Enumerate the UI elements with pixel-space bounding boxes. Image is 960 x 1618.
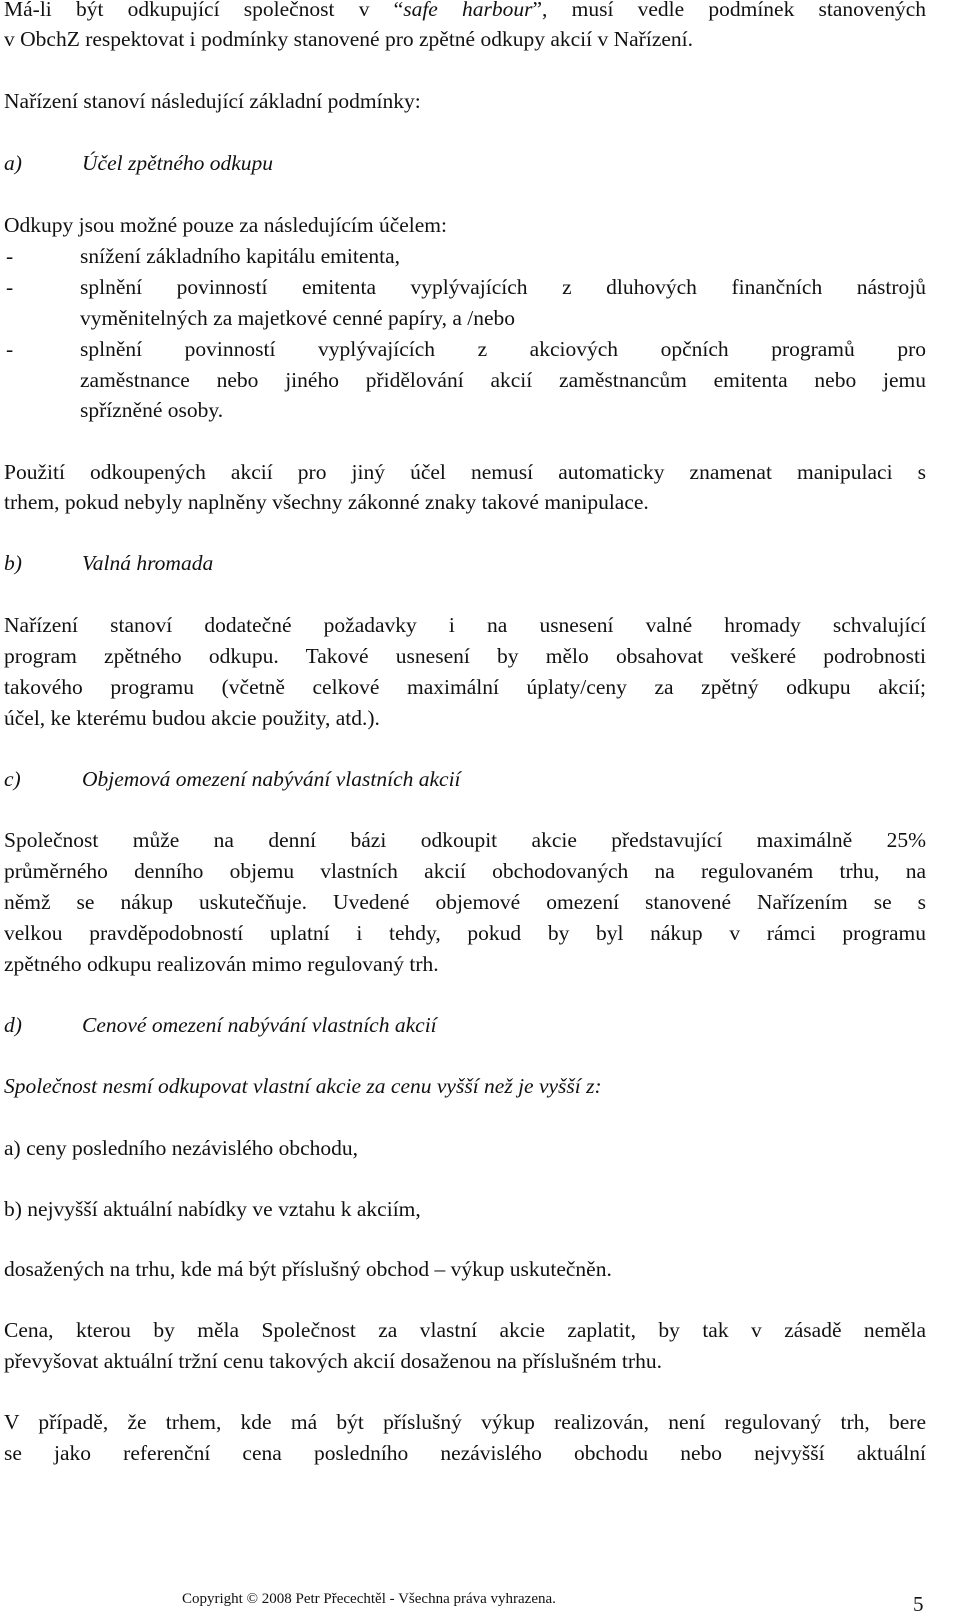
section-d-para1-line-1: Cena, kterou by měla Společnost za vlastní akcie zaplatit, by tak v zásadě neměla — [4, 1318, 926, 1342]
section-a-heading: Účel zpětného odkupu — [82, 151, 274, 175]
section-c-para-line-2: průměrného denního objemu vlastních akcií obchodovaných na regulovaném trhu, na — [4, 859, 926, 883]
bullet-dash: - — [6, 275, 14, 299]
bullet-2-line-2: vyměnitelných za majetkové cenné papíry, a /nebo — [80, 306, 515, 330]
bullet-dash: - — [6, 337, 14, 361]
section-c-heading: Objemová omezení nabývání vlastních akcií — [82, 767, 461, 791]
intro-line-2: v ObchZ respektovat i podmínky stanovené pro zpětné odkupy akcií v Nařízení. — [4, 27, 693, 51]
section-c-para-line-1: Společnost může na denní bázi odkoupit akcie představující maximálně 25% — [4, 828, 926, 852]
section-c-para-line-5: zpětného odkupu realizován mimo regulovaný trh. — [4, 952, 439, 976]
section-b-label: b) — [4, 551, 22, 575]
section-b-para-line-4: účel, ke kterému budou akcie použity, atd.). — [4, 706, 380, 730]
footer-copyright: Copyright © 2008 Petr Přecechtěl - Všechna práva vyhrazena. — [182, 1591, 556, 1607]
section-d-item-a: a) ceny posledního nezávislého obchodu, — [4, 1136, 359, 1160]
section-b-heading: Valná hromada — [82, 551, 214, 575]
section-a-label: a) — [4, 151, 22, 175]
section-a-para-line-2: trhem, pokud nebyly naplněny všechny zákonné znaky takové manipulace. — [4, 490, 649, 514]
bullet-3-line-3: spřízněné osoby. — [80, 398, 224, 422]
section-d-para2-line-1: V případě, že trhem, kde má být příslušný výkup realizován, není regulovaný trh, bere — [4, 1410, 926, 1434]
intro-line-1 — [4, 0, 926, 22]
section-b-para-line-3: takového programu (včetně celkové maximální úplaty/ceny za zpětný odkupu akcií; — [4, 675, 926, 699]
section-d-para1-line-2: převyšovat aktuální tržní cenu takových akcií dosaženou na příslušném trhu. — [4, 1349, 662, 1373]
bullet-dash: - — [6, 244, 14, 268]
section-a-para-line-1: Použití odkoupených akcií pro jiný účel nemusí automaticky znamenat manipulaci s — [4, 460, 926, 484]
section-c-para-line-3: němž se nákup uskutečňuje. Uvedené objemové omezení stanovené Nařízením se s — [4, 890, 926, 914]
section-d-para2-line-2: se jako referenční cena posledního nezávislého obchodu nebo nejvyšší aktuální — [4, 1441, 926, 1465]
bullet-3-line-1: splnění povinností vyplývajících z akciových opčních programů pro — [80, 337, 926, 361]
section-c-label: c) — [4, 767, 21, 791]
section-d-item-b: b) nejvyšší aktuální nabídky ve vztahu k akciím, — [4, 1197, 421, 1221]
section-d-item-tail: dosažených na trhu, kde má být příslušný obchod – výkup uskutečněn. — [4, 1257, 612, 1281]
page-number: 5 — [913, 1592, 924, 1616]
section-c-para-line-4: velkou pravděpodobností uplatní i tehdy, pokud by byl nákup v rámci programu — [4, 921, 926, 945]
safe-harbour-term: safe harbour — [403, 0, 533, 21]
bullet-2-line-1: splnění povinností emitenta vyplývajících z dluhových finančních nástrojů — [80, 275, 926, 299]
section-d-heading: Cenové omezení nabývání vlastních akcií — [82, 1013, 437, 1037]
section-a-lead: Odkupy jsou možné pouze za následujícím účelem: — [4, 213, 448, 237]
section-d-lead: Společnost nesmí odkupovat vlastní akcie za cenu vyšší než je vyšší z: — [4, 1074, 602, 1098]
section-d-label: d) — [4, 1013, 22, 1037]
section-b-para-line-1: Nařízení stanoví dodatečné požadavky i na usnesení valné hromady schvalující — [4, 613, 926, 637]
bullet-3-line-2: zaměstnance nebo jiného přidělování akcií zaměstnancům emitenta nebo jemu — [80, 368, 926, 392]
intro-text: Má-li být odkupující společnost v “ — [4, 0, 404, 21]
section-b-para-line-2: program zpětného odkupu. Takové usnesení by mělo obsahovat veškeré podrobnosti — [4, 644, 926, 668]
intro-line-3: Nařízení stanoví následující základní podmínky: — [4, 89, 421, 113]
bullet-1-line-1: snížení základního kapitálu emitenta, — [80, 244, 401, 268]
intro-text: ”, musí vedle podmínek stanovených — [532, 0, 927, 21]
